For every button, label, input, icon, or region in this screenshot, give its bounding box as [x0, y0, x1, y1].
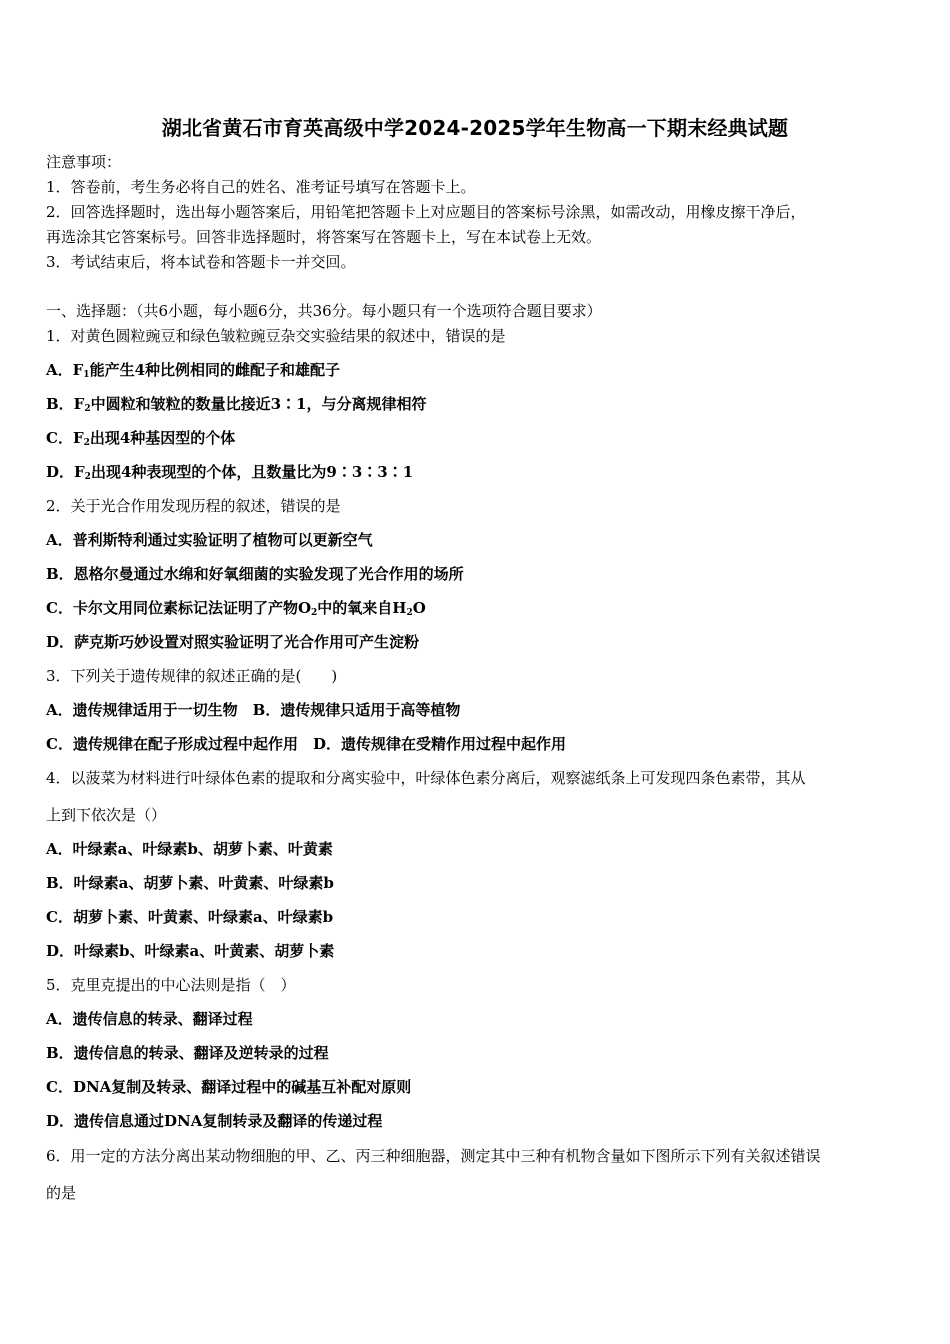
- question-2-option-b: B．恩格尔曼通过水绵和好氧细菌的实验发现了光合作用的场所: [46, 565, 464, 583]
- question-4-option-b: B．叶绿素a、胡萝卜素、叶黄素、叶绿素b: [46, 874, 334, 892]
- question-text: 关于光合作用发现历程的叙述，错误的是: [70, 497, 341, 515]
- notice-1: 1．答卷前，考生务必将自己的姓名、准考证号填写在答题卡上。: [46, 178, 476, 196]
- option-text: 中的氧来自H: [317, 599, 407, 617]
- subscript: 2: [84, 404, 91, 414]
- question-6-stem: [46, 1146, 910, 1166]
- question-text: 克里克提出的中心法则是指（ ）: [70, 976, 296, 994]
- option-prefix: A．F: [46, 361, 84, 379]
- question-number: 1．: [46, 327, 71, 345]
- subscript: 2: [311, 608, 318, 618]
- subscript: 2: [84, 472, 91, 482]
- question-text: 下列关于遗传规律的叙述正确的是( ): [70, 667, 338, 685]
- question-4-stem: [46, 768, 910, 788]
- question-3-options-cd: C．遗传规律在配子形成过程中起作用 D．遗传规律在受精作用过程中起作用: [46, 735, 566, 753]
- question-5-option-d: D．遗传信息通过DNA复制转录及翻译的传递过程: [46, 1112, 383, 1130]
- subscript: 2: [406, 608, 413, 618]
- question-text: 用一定的方法分离出某动物细胞的甲、乙、丙三种细胞器，测定其中三种有机物含量如下图所示下列有关叙述错误: [70, 1147, 821, 1165]
- subscript: 2: [83, 438, 90, 448]
- option-text: C．卡尔文用同位素标记法证明了产物O: [46, 599, 312, 617]
- question-5-option-a: A．遗传信息的转录、翻译过程: [46, 1010, 253, 1028]
- question-4-option-c: C．胡萝卜素、叶黄素、叶绿素a、叶绿素b: [46, 908, 334, 926]
- option-text: 出现4种基因型的个体: [89, 429, 236, 447]
- option-text: O: [412, 599, 426, 617]
- option-text: 中圆粒和皱粒的数量比接近3∶1，与分离规律相符: [90, 395, 427, 413]
- section-heading: 一、选择题：（共6小题，每小题6分，共36分。每小题只有一个选项符合题目要求）: [46, 302, 602, 320]
- question-3-options-ab: A．遗传规律适用于一切生物 B．遗传规律只适用于高等植物: [46, 701, 461, 719]
- question-5-option-c: C．DNA复制及转录、翻译过程中的碱基互补配对原则: [46, 1078, 412, 1096]
- question-2-option-d: D．萨克斯巧妙设置对照实验证明了光合作用可产生淀粉: [46, 633, 420, 651]
- question-1-option-c: [46, 428, 910, 448]
- notice-3: 3．考试结束后，将本试卷和答题卡一并交回。: [46, 253, 356, 271]
- question-2-option-c: [46, 598, 910, 618]
- question-4-option-a: A．叶绿素a、叶绿素b、胡萝卜素、叶黄素: [46, 840, 333, 858]
- question-2-stem: [46, 496, 910, 516]
- question-text: 以菠菜为材料进行叶绿体色素的提取和分离实验中，叶绿体色素分离后，观察滤纸条上可发现四条色素带，其从: [70, 769, 806, 787]
- option-text: 能产生4种比例相同的雌配子和雄配子: [89, 361, 341, 379]
- question-5-stem: [46, 975, 910, 995]
- question-1-option-a: [46, 360, 910, 380]
- question-4-option-d: D．叶绿素b、叶绿素a、叶黄素、胡萝卜素: [46, 942, 335, 960]
- question-number: 3．: [46, 667, 71, 685]
- question-number: 6．: [46, 1147, 71, 1165]
- option-prefix: B．F: [46, 395, 85, 413]
- option-prefix: C．F: [46, 429, 84, 447]
- question-5-option-b: B．遗传信息的转录、翻译及逆转录的过程: [46, 1044, 329, 1062]
- question-number: 5．: [46, 976, 71, 994]
- option-text: 出现4种表现型的个体，且数量比为9∶3∶3∶1: [90, 463, 414, 481]
- exam-title: 湖北省黄石市育英高级中学2024-2025学年生物高一下期末经典试题: [161, 116, 789, 140]
- question-1-stem: [46, 326, 910, 346]
- question-4-stem-cont: 上到下依次是（）: [46, 806, 167, 824]
- question-number: 2．: [46, 497, 71, 515]
- question-3-stem: [46, 666, 910, 686]
- notice-2-cont: 再选涂其它答案标号。回答非选择题时，将答案写在答题卡上，写在本试卷上无效。: [46, 228, 602, 246]
- subscript: 1: [83, 370, 90, 380]
- question-1-option-d: [46, 462, 910, 482]
- option-prefix: D．F: [46, 463, 85, 481]
- question-text: 对黄色圆粒豌豆和绿色皱粒豌豆杂交实验结果的叙述中，错误的是: [70, 327, 506, 345]
- notice-2: 2．回答选择题时，选出每小题答案后，用铅笔把答题卡上对应题目的答案标号涂黑，如需改动，用橡皮擦干净后，: [46, 203, 806, 221]
- question-6-stem-cont: 的是: [46, 1184, 77, 1202]
- question-1-option-b: [46, 394, 910, 414]
- question-number: 4．: [46, 769, 71, 787]
- notice-heading: 注意事项：: [46, 153, 122, 171]
- question-2-option-a: A．普利斯特利通过实验证明了植物可以更新空气: [46, 531, 373, 549]
